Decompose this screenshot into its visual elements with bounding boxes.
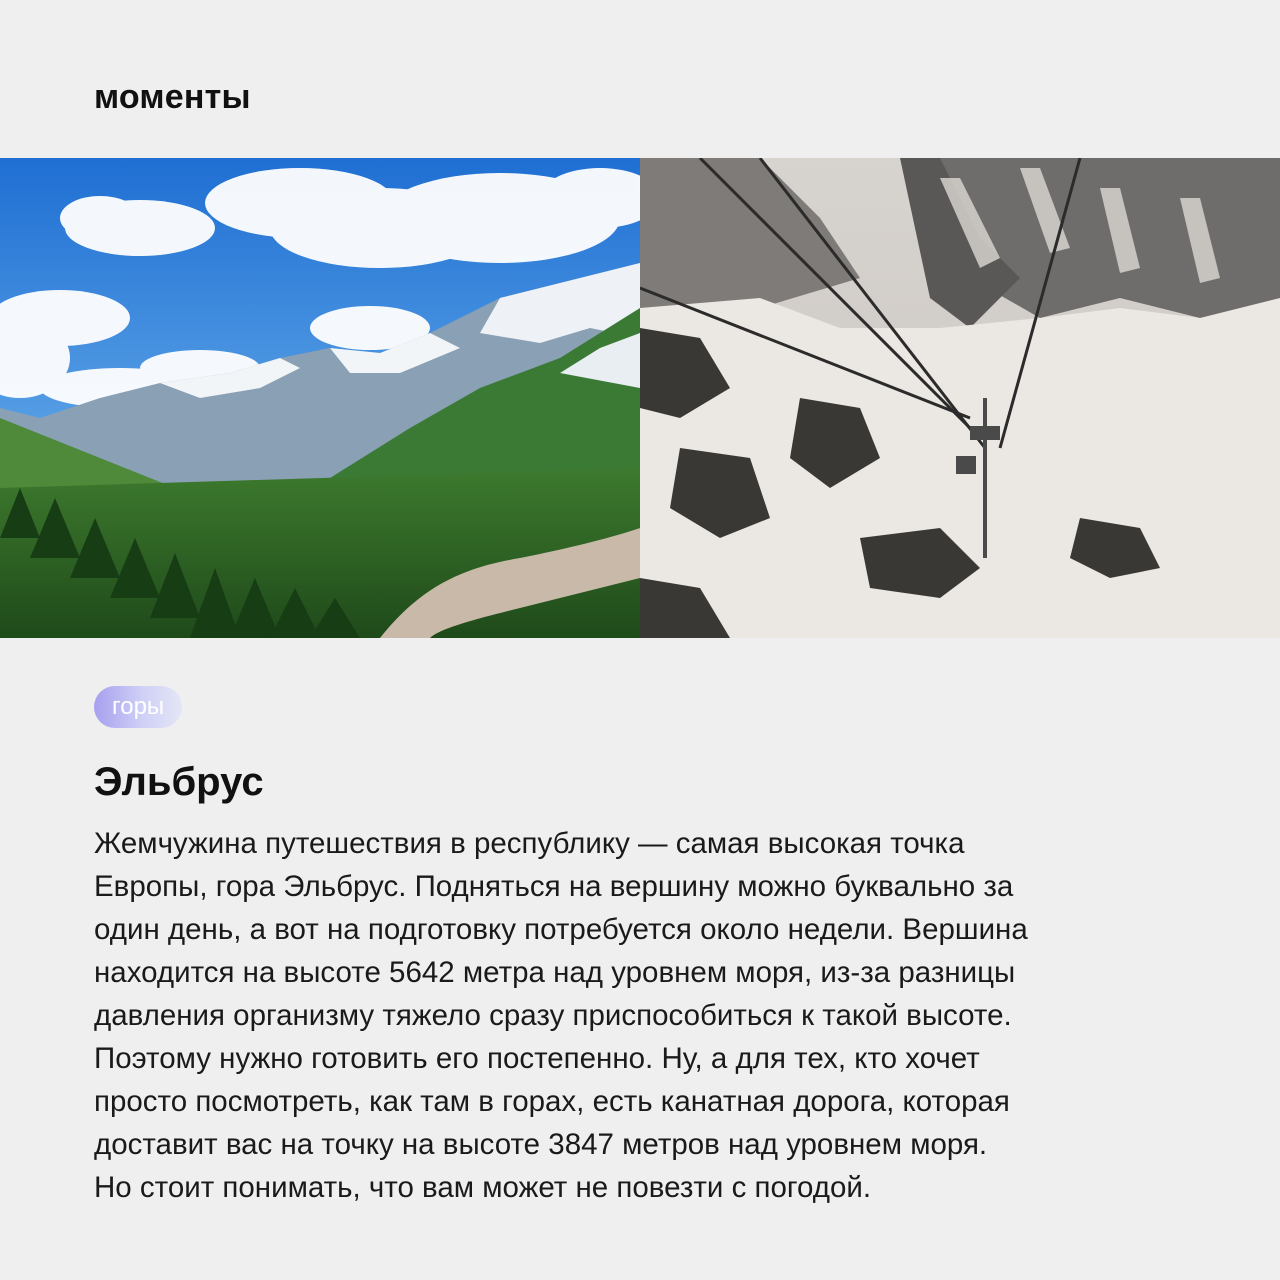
cable-car-snow-photo (640, 158, 1280, 638)
article-line: доставит вас на точку на высоте 3847 метров над уровнем моря. (94, 1128, 988, 1161)
article-line: Поэтому нужно готовить его постепенно. Ну, а для тех, кто хочет (94, 1042, 980, 1075)
article-line: просто посмотреть, как там в горах, есть канатная дорога, которая (94, 1085, 1010, 1118)
brand-title: моменты (94, 78, 251, 116)
mountain-valley-photo (0, 158, 640, 638)
article-line: давления организму тяжело сразу приспособиться к такой высоте. (94, 999, 1012, 1032)
photo-strip (0, 158, 1280, 638)
article-line: Но стоит понимать, что вам может не повезти с погодой. (94, 1171, 872, 1204)
article-title: Эльбрус (94, 760, 264, 804)
article-line: один день, а вот на подготовку потребуется около недели. Вершина (94, 913, 1028, 946)
article-line: Европы, гора Эльбрус. Подняться на вершину можно буквально за (94, 870, 1014, 903)
article-body (94, 822, 1204, 1209)
category-tag[interactable]: горы (94, 686, 182, 728)
article-line: Жемчужина путешествия в республику — самая высокая точка (94, 827, 965, 860)
article-line: находится на высоте 5642 метра над уровнем моря, из-за разницы (94, 956, 1016, 989)
